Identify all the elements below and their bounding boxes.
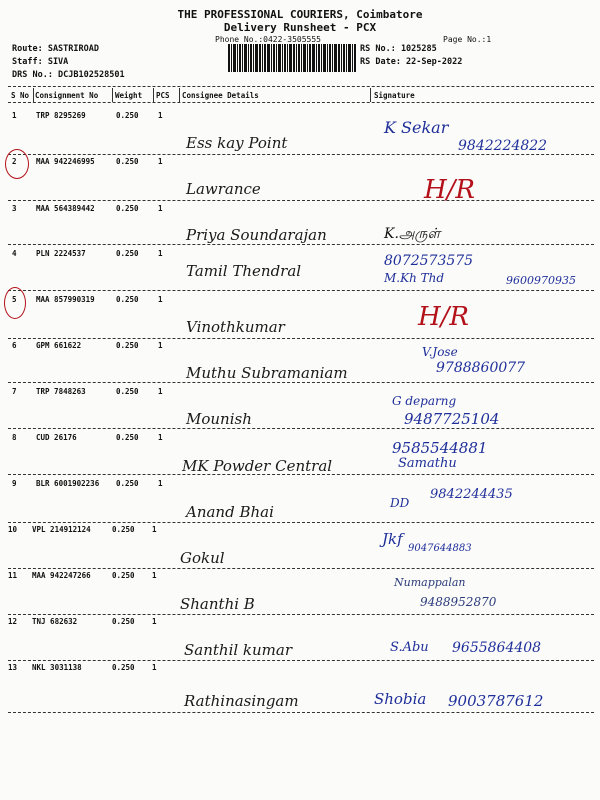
row-signature: M.Kh Thd [384,271,445,285]
row-divider [8,568,594,569]
row-consignment: GPM 661622 [36,341,82,350]
red-circle-mark [5,149,29,179]
row-consignment: CUD 26176 [36,433,77,442]
row-phone: 9047644883 [408,543,472,554]
row-consignee: Shanthi B [180,595,255,613]
row-divider [8,154,594,155]
row-sno: 4 [12,249,17,258]
row-signature: H/R [418,302,470,332]
row-consignee: Gokul [180,549,225,567]
row-pcs: 1 [158,204,163,213]
col-header-weight: Weight [115,91,143,100]
row-divider [8,660,594,661]
row-consignee: Anand Bhai [186,503,274,521]
row-signature: K.அருள் [384,226,441,242]
row-consignment: MAA 942246995 [36,157,95,166]
row-consignee: Muthu Subramaniam [186,364,348,382]
row-signature: K Sekar [384,118,449,137]
row-pcs: 1 [152,571,157,580]
row-phone: 9788860077 [436,360,526,376]
row-weight: 0.250 [116,341,139,350]
row-consignee: Vinothkumar [186,318,285,336]
row-phone: 9842244435 [430,487,513,502]
row-consignment: PLN 2224537 [36,249,86,258]
row-divider [8,428,594,429]
drs-number: DRS No.: DCJB102528501 [12,70,125,80]
row-divider [8,244,594,245]
col-header-pcs: PCS [156,91,170,100]
row-sno: 11 [8,571,18,580]
row-sno: 6 [12,341,17,350]
row-weight: 0.250 [112,663,135,672]
row-pcs: 1 [152,617,157,626]
row-divider [8,290,594,291]
row-sno: 9 [12,479,17,488]
row-consignment: TNJ 682632 [32,617,78,626]
row-sno: 10 [8,525,18,534]
rs-number: RS No.: 1025285 [360,44,437,54]
row-divider [8,382,594,383]
col-divider [179,88,180,102]
row-consignment: TRP 7848263 [36,387,86,396]
row-sno: 5 [12,295,17,304]
row-pcs: 1 [158,157,163,166]
row-sno: 1 [12,111,17,120]
row-weight: 0.250 [116,249,139,258]
row-divider [8,474,594,475]
row-consignee: Lawrance [186,180,261,198]
col-divider [112,88,113,102]
row-weight: 0.250 [116,157,139,166]
row-consignment: VPL 214912124 [32,525,91,534]
row-sno: 8 [12,433,17,442]
row-consignment: MAA 857990319 [36,295,95,304]
row-pcs: 1 [158,341,163,350]
row-phone: 9655864408 [452,640,542,656]
row-pcs: 1 [158,387,163,396]
row-consignee: Mounish [186,410,252,428]
row-consignment: NKL 3031138 [32,663,82,672]
row-consignee: Priya Soundarajan [186,226,327,244]
row-weight: 0.250 [116,111,139,120]
row-signature: S.Abu [390,640,429,655]
row-pcs: 1 [158,433,163,442]
row-consignment: MAA 942247266 [32,571,91,580]
row-signature: V.Jose [422,345,458,359]
row-divider [8,338,594,339]
document-subtitle: Delivery Runsheet - PCX [223,21,377,34]
row-phone: 8072573575 [384,253,474,269]
row-sno: 3 [12,204,17,213]
col-divider [370,88,371,102]
barcode [228,44,356,72]
row-phone: 9003787612 [448,692,544,710]
row-phone: 9488952870 [420,595,497,609]
col-header-signature: Signature [374,91,415,100]
row-weight: 0.250 [112,617,135,626]
row-phone: 9487725104 [404,410,500,428]
route-label: Route: SASTRIROAD [12,44,99,54]
header-bottom-rule [8,102,594,103]
col-divider [153,88,154,102]
row-pcs: 1 [152,525,157,534]
row-pcs: 1 [158,295,163,304]
row-divider [8,522,594,523]
row-weight: 0.250 [116,479,139,488]
row-sno: 7 [12,387,17,396]
phone-number: Phone No.:0422-3505555 [215,35,321,44]
row-signature: Numappalan [394,576,466,589]
row-consignee: Rathinasingam [184,692,299,710]
row-pcs: 1 [158,249,163,258]
row-weight: 0.250 [116,204,139,213]
row-phone-secondary: 9600970935 [506,274,576,287]
row-signature: DD [390,496,410,510]
col-header-consignment: Consignment No [35,91,99,100]
col-divider [33,88,34,102]
row-weight: 0.250 [116,433,139,442]
row-divider [8,614,594,615]
row-consignee: MK Powder Central [182,457,333,475]
row-signature: Shobia [374,690,427,708]
staff-label: Staff: SIVA [12,57,69,67]
row-sno: 13 [8,663,18,672]
col-header-sno: S No [11,91,30,100]
page-number: Page No.:1 [443,35,492,44]
row-signature: G deparng [392,394,457,408]
table-top-rule [8,86,594,87]
row-weight: 0.250 [116,387,139,396]
row-consignee: Tamil Thendral [186,262,302,280]
row-consignment: TRP 8295269 [36,111,86,120]
row-pcs: 1 [158,111,163,120]
row-weight: 0.250 [116,295,139,304]
document-title: THE PROFESSIONAL COURIERS, Coimbatore [177,8,423,21]
rs-date: RS Date: 22-Sep-2022 [360,57,463,67]
row-phone: 9585544881 [392,439,488,457]
row-weight: 0.250 [112,525,135,534]
row-weight: 0.250 [112,571,135,580]
row-divider [8,712,594,713]
row-pcs: 1 [158,479,163,488]
row-signature: H/R [424,175,476,205]
row-signature: Jkf [382,530,403,548]
col-header-consignee: Consignee Details [182,91,259,100]
row-consignee: Santhil kumar [184,641,293,659]
row-consignment: MAA 564389442 [36,204,95,213]
row-consignee: Ess kay Point [186,134,288,152]
row-sno: 2 [12,157,17,166]
row-divider [8,200,594,201]
row-consignment: BLR 6001902236 [36,479,100,488]
row-signature: Samathu [398,456,457,471]
row-pcs: 1 [152,663,157,672]
row-phone: 9842224822 [458,138,548,154]
row-sno: 12 [8,617,18,626]
